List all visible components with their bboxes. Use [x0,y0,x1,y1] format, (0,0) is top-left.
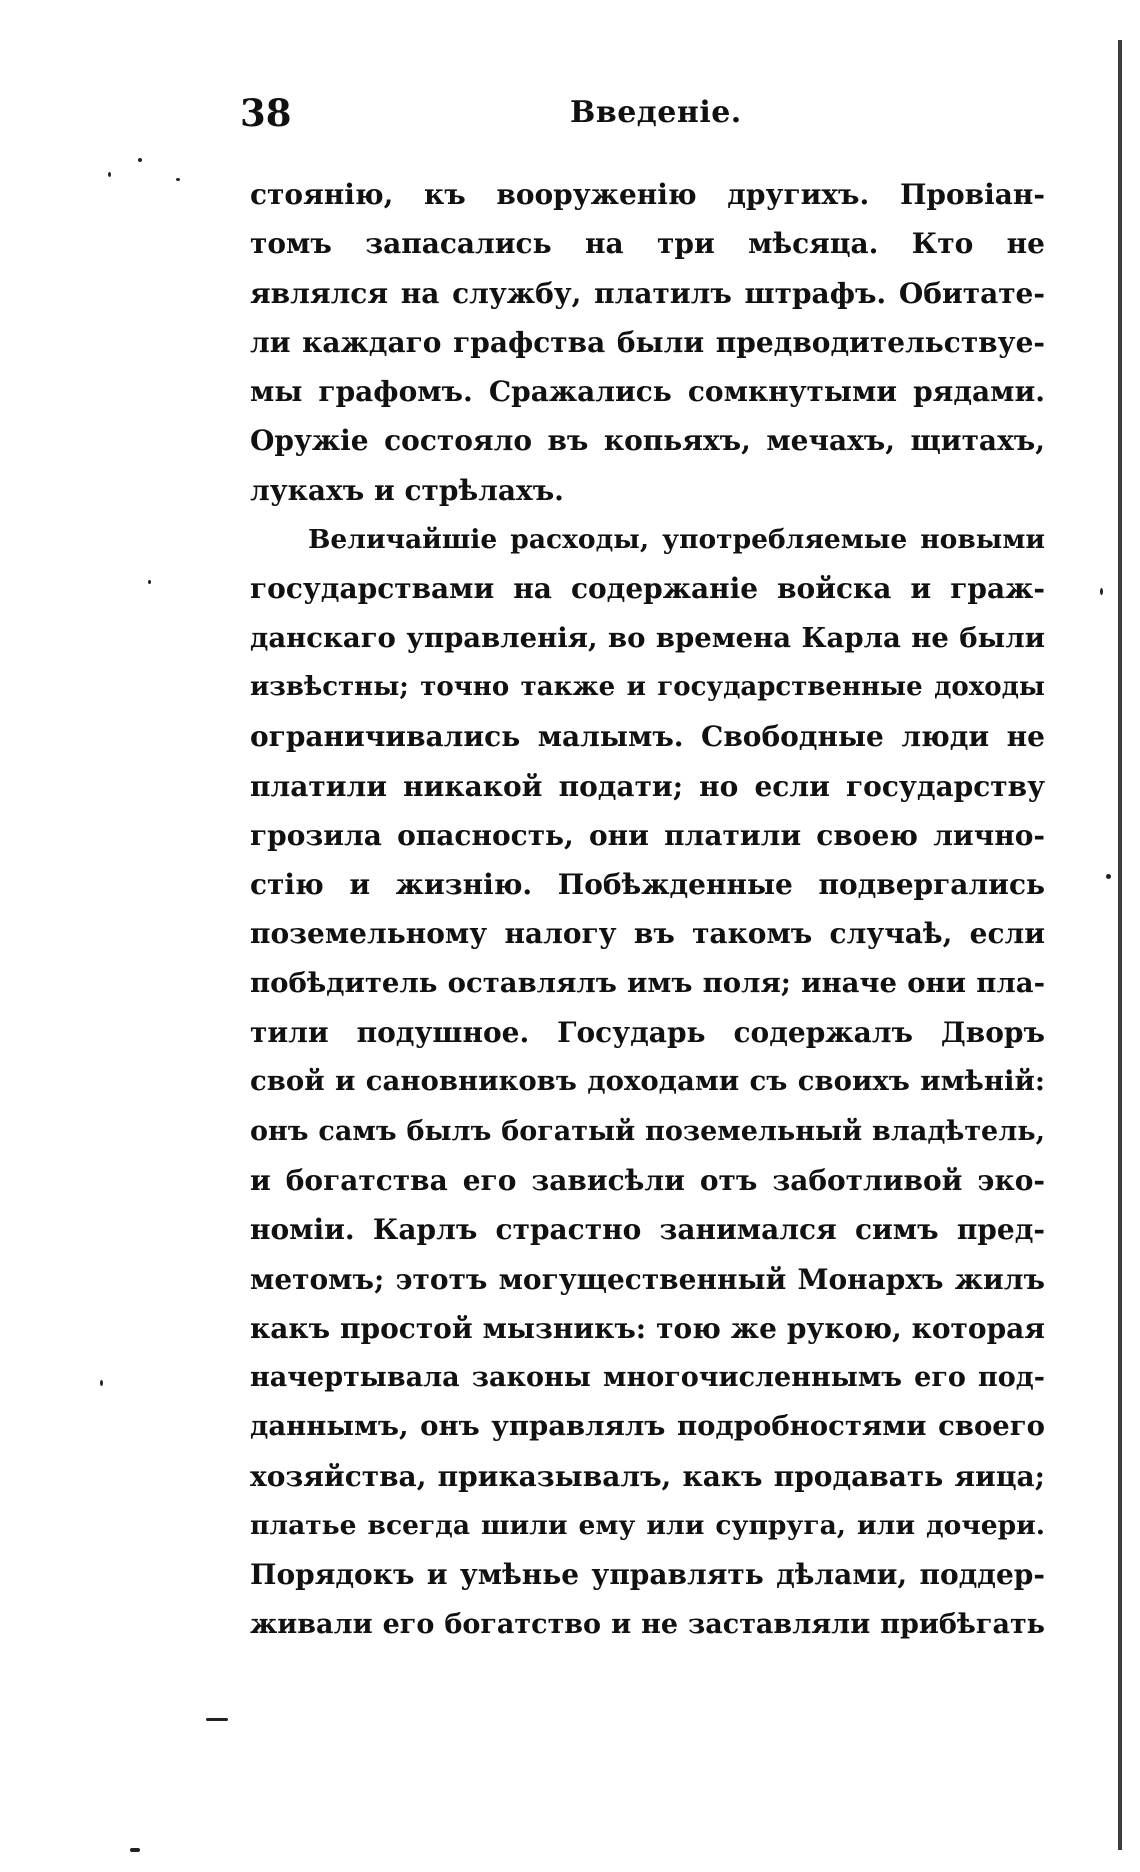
text-line: какъ простой мызникъ: тою же рукою, которая [250,1311,1045,1345]
scan-speck [1106,874,1111,879]
scan-speck [130,1848,140,1852]
text-line: лукахъ и стрѣлахъ. [250,473,564,507]
text-line: Величайшіе расходы, употребляемые новыми [308,524,1045,556]
scan-speck [138,158,142,162]
text-line: Порядокъ и умѣнье управлять дѣлами, поддер- [250,1558,1045,1592]
scan-speck [148,580,151,584]
text-line: свой и сановниковъ доходами съ своихъ имѣній: [250,1065,1045,1098]
text-line: онъ самъ былъ богатый поземельный владѣтель, [250,1115,1045,1147]
text-line: номіи. Карлъ страстно занимался симъ пред- [250,1213,1045,1247]
text-line: платье всегда шили ему или супруга, или дочери. [250,1510,1045,1542]
text-line: являлся на службу, платилъ штрафъ. Обитате- [250,276,1045,310]
scan-speck [108,172,111,177]
scan-speck [100,1380,103,1386]
text-line: томъ запасались на три мѣсяца. Кто не [250,227,1045,261]
text-line: ли каждаго графства были предводительствуе- [250,325,1045,359]
page-number: 38 [240,91,292,135]
text-line: поземельному налогу въ такомъ случаѣ, если [250,917,1045,951]
page-header [240,88,1040,138]
text-line: живали его богатство и не заставляли прибѣгать [250,1608,1045,1640]
page-edge-rule [1118,40,1122,1850]
text-line: данскаго управленія, во времена Карла не были [250,621,1045,654]
scan-speck [1100,588,1103,595]
text-line: государствами на содержаніе войска и граж- [250,572,1045,606]
running-title: Введеніе. [570,95,742,130]
text-line: даннымъ, онъ управлялъ подробностями своего [250,1410,1045,1443]
text-line: тили подушное. Государь содержалъ Дворъ [250,1016,1045,1050]
text-line: стію и жизнію. Побѣжденные подвергались [250,868,1045,902]
body-text [250,170,1045,1649]
text-line: побѣдитель оставлялъ имъ поля; иначе они пла- [250,966,1045,999]
text-line: метомъ; этотъ могущественный Монархъ жилъ [250,1262,1045,1296]
scan-speck [176,178,180,181]
text-line: хозяйства, приказывалъ, какъ продавать яица; [250,1459,1045,1493]
text-line: грозила опасность, они платили своею лично- [250,818,1045,852]
text-line: мы графомъ. Сражались сомкнутыми рядами. [250,375,1045,409]
scan-speck [206,1718,228,1721]
text-line: стоянію, къ вооруженію другихъ. Провіан- [250,178,1045,211]
text-line: Оружіе состояло въ копьяхъ, мечахъ, щитахъ, [250,424,1045,458]
text-line: и богатства его зависѣли отъ заботливой эко- [250,1163,1045,1197]
text-line: ограничивались малымъ. Свободные люди не [250,720,1045,754]
text-line: начертывала законы многочисленнымъ его под- [250,1362,1045,1394]
text-line: извѣстны; точно также и государственные доходы [250,671,1045,702]
text-line: платили никакой подати; но если государству [250,769,1045,803]
